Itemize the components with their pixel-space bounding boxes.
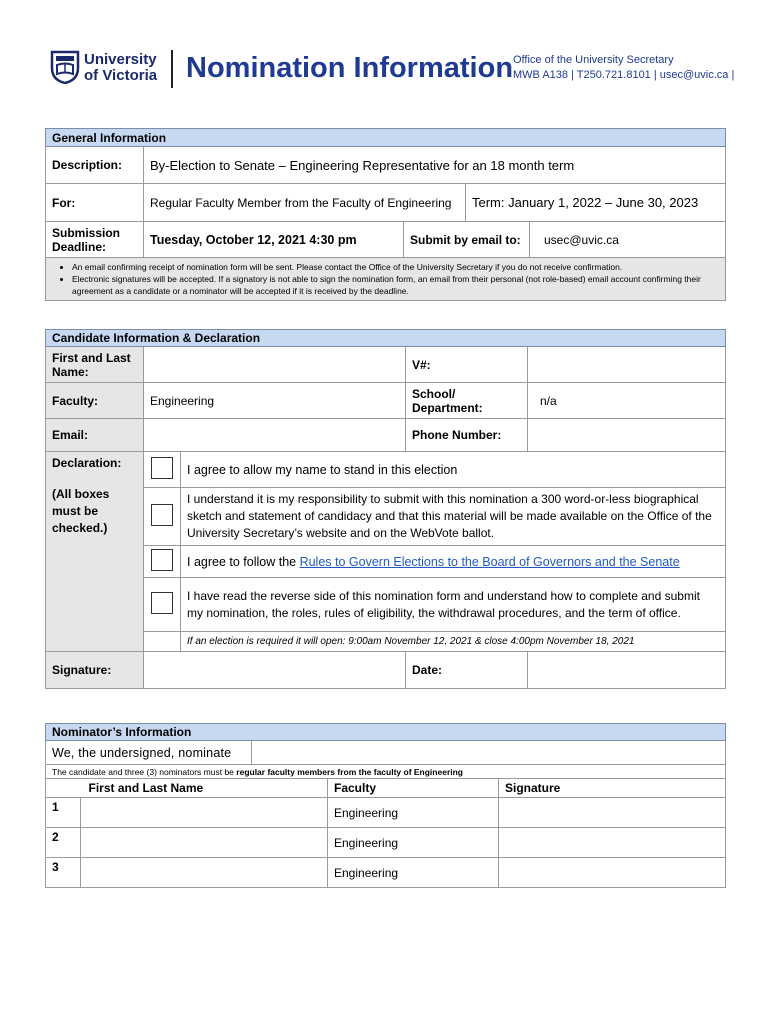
table-row xyxy=(46,858,726,888)
candidate-name-field[interactable] xyxy=(144,347,406,383)
vnumber-label: V#: xyxy=(406,347,528,383)
election-note-spacer xyxy=(144,632,181,652)
we-nominate-label: We, the undersigned, nominate xyxy=(46,741,252,765)
nominator-signature-field[interactable] xyxy=(499,828,726,858)
candidate-information-table xyxy=(45,329,726,689)
email-field[interactable] xyxy=(144,419,406,452)
phone-label: Phone Number: xyxy=(406,419,528,452)
col-name-header: First and Last Name xyxy=(81,779,328,798)
declaration-checkbox-4[interactable] xyxy=(144,578,181,632)
election-note: If an election is required it will open: 9:00am November 12, 2021 & close 4:00pm November 18, 2021 xyxy=(181,632,726,652)
election-rules-link[interactable]: Rules to Govern Elections to the Board of Governors and the Senate xyxy=(299,554,680,569)
table-row xyxy=(46,828,726,858)
declaration-cell xyxy=(46,452,144,652)
date-field[interactable] xyxy=(528,652,726,689)
row-number: 1 xyxy=(46,798,81,828)
general-information-table xyxy=(45,128,726,301)
col-faculty-header: Faculty xyxy=(328,779,499,798)
phone-field[interactable] xyxy=(528,419,726,452)
faculty-label: Faculty: xyxy=(46,383,144,419)
num-header xyxy=(46,779,81,798)
col-signature-header: Signature xyxy=(499,779,726,798)
candidate-heading: Candidate Information & Declaration xyxy=(46,330,726,347)
nominee-name-field[interactable] xyxy=(252,741,726,765)
declaration-checkbox-1[interactable] xyxy=(144,452,181,488)
university-crest-icon xyxy=(50,50,80,84)
nominator-signature-field[interactable] xyxy=(499,798,726,828)
nominator-signature-field[interactable] xyxy=(499,858,726,888)
declaration-text-1: I agree to allow my name to stand in this election xyxy=(181,452,726,488)
row-number: 2 xyxy=(46,828,81,858)
declaration-checkbox-3[interactable] xyxy=(144,546,181,578)
description-label: Description: xyxy=(46,147,144,184)
faculty-value: Engineering xyxy=(144,383,406,419)
nominator-name-field[interactable] xyxy=(81,828,328,858)
school-value: n/a xyxy=(528,383,726,419)
submit-by-label: Submit by email to: xyxy=(404,222,530,258)
school-label: School/ Department: xyxy=(406,383,528,419)
for-value: Regular Faculty Member from the Faculty of Engineering xyxy=(144,184,466,222)
checkbox-icon[interactable] xyxy=(151,457,173,479)
submit-email-value: usec@uvic.ca xyxy=(530,222,726,258)
university-logo-text: University of Victoria xyxy=(84,51,158,84)
term-value: Term: January 1, 2022 – June 30, 2023 xyxy=(466,184,726,222)
general-information-heading: General Information xyxy=(46,129,726,147)
nominator-name-field[interactable] xyxy=(81,798,328,828)
deadline-value: Tuesday, October 12, 2021 4:30 pm xyxy=(144,222,404,258)
candidate-signature-field[interactable] xyxy=(144,652,406,689)
nominator-requirement: The candidate and three (3) nominators must be regular faculty members from the faculty of Engineering xyxy=(46,765,726,779)
nominator-heading: Nominator’s Information xyxy=(46,724,726,741)
nominator-faculty: Engineering xyxy=(328,798,499,828)
email-label: Email: xyxy=(46,419,144,452)
vnumber-field[interactable] xyxy=(528,347,726,383)
nominator-faculty: Engineering xyxy=(328,858,499,888)
note-item: • Electronic signatures will be accepted. If a signatory is not able to sign the nomination form, an email from their personal (not role-based) email account confirming their agreement as a candidate or a nominator will be accepted if it is received by the deadline. xyxy=(72,273,719,297)
for-label: For: xyxy=(46,184,144,222)
declaration-text-4: I have read the reverse side of this nomination form and understand how to complete and submit my nomination, the roles, rules of eligibility, the withdrawal procedures, and the term of office. xyxy=(181,578,726,632)
header-divider xyxy=(171,50,173,88)
checkbox-icon[interactable] xyxy=(151,592,173,614)
page-title: Nomination Information xyxy=(186,52,514,84)
description-value: By-Election to Senate – Engineering Representative for an 18 month term xyxy=(144,147,726,184)
declaration-checkbox-2[interactable] xyxy=(144,488,181,546)
name-label: First and Last Name: xyxy=(46,347,144,383)
note-item: • An email confirming receipt of nomination form will be sent. Please contact the Office of the University Secretary if you do not receive confirmation. xyxy=(72,261,719,273)
nominator-information-table xyxy=(45,723,726,888)
table-row xyxy=(46,798,726,828)
deadline-label: Submission Deadline: xyxy=(46,222,144,258)
general-notes xyxy=(46,258,726,301)
office-contact: Office of the University Secretary MWB A138 | T250.721.8101 | usec@uvic.ca | xyxy=(513,54,735,81)
all-boxes-label: (All boxes must be checked.) xyxy=(52,487,110,535)
signature-label: Signature: xyxy=(46,652,144,689)
nominator-faculty: Engineering xyxy=(328,828,499,858)
declaration-label: Declaration: xyxy=(52,456,122,470)
nominator-name-field[interactable] xyxy=(81,858,328,888)
declaration-text-2: I understand it is my responsibility to submit with this nomination a 300 word-or-less biographical sketch and statement of candidacy and that this material will be made available on the Office of the University Secretary’s website and on the WebVote ballot. xyxy=(181,488,726,546)
date-label: Date: xyxy=(406,652,528,689)
declaration-text-3: I agree to follow the Rules to Govern Elections to the Board of Governors and the Senate xyxy=(181,546,726,578)
checkbox-icon[interactable] xyxy=(151,549,173,571)
row-number: 3 xyxy=(46,858,81,888)
checkbox-icon[interactable] xyxy=(151,504,173,526)
